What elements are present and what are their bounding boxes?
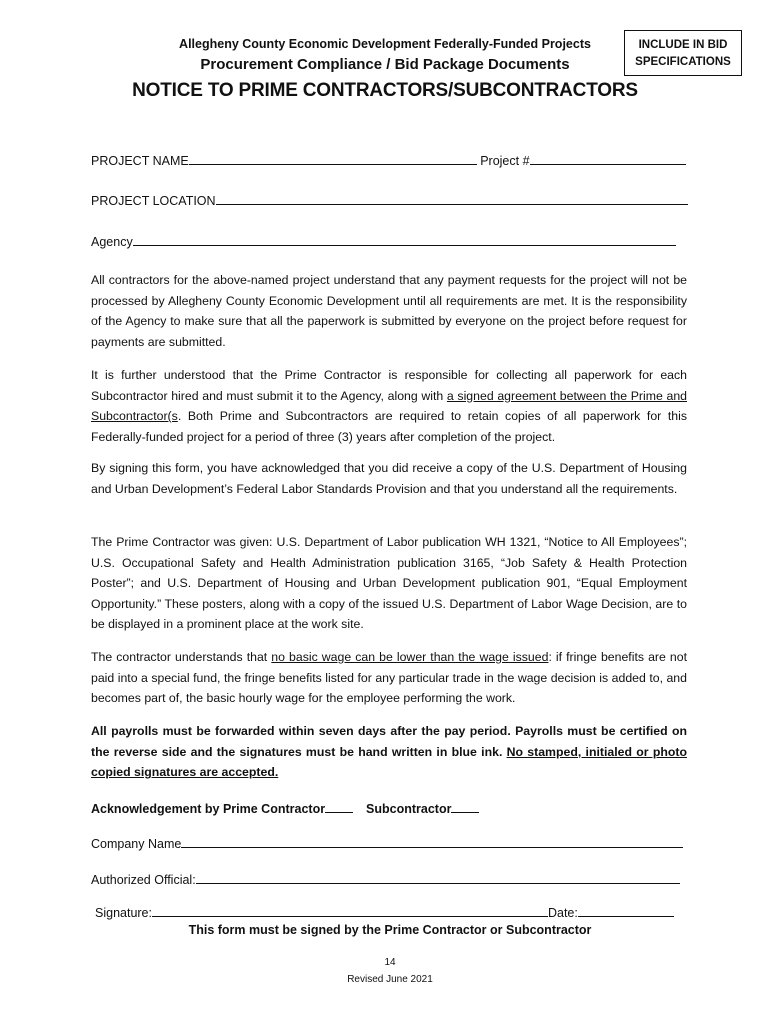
- p2-text-a: It is further understood that the Prime Contractor is responsible for collecting all paperwork for each Subcontractor hired and must submit it to the Agency, along with: [91, 368, 687, 403]
- paragraph-posters: The Prime Contractor was given: U.S. Department of Labor publication WH 1321, “Notice to All Employees”; U.S. Occupational Safety and Health Administration publication 3165, “Job Safety & Health Protection Poster”; and U.S. Department of Housing and Urban Development publication 901, “Equal Employment Opportunity.” These posters, along with a copy of the issued U.S. Department of Labor Wage Decision, are to be displayed in a prominent place at the work site.: [91, 535, 687, 631]
- paragraph-acknowledgement: By signing this form, you have acknowledged that you did receive a copy of the U.S. Department of Housing and Urban Development’s Federal Labor Standards Provision and that you understand all the requirements.: [91, 461, 687, 496]
- project-name-field[interactable]: [189, 152, 477, 165]
- paragraph-payrolls: [91, 721, 687, 783]
- p5-text-a: The contractor understands that: [91, 650, 272, 664]
- ack-sub-checkbox[interactable]: [451, 800, 479, 813]
- acknowledgement-row: [91, 800, 479, 816]
- p2-text-b: . Both Prime and Subcontractors are required to retain copies of all paperwork for this Federally-funded project for a period of three (3) years after completion of the project.: [91, 409, 687, 444]
- project-name-row: [91, 152, 686, 168]
- signing-requirement-note: This form must be signed by the Prime Contractor or Subcontractor: [188, 923, 592, 937]
- project-location-label: PROJECT LOCATION: [91, 194, 216, 208]
- project-number-label: Project #: [480, 154, 530, 168]
- project-name-label: PROJECT NAME: [91, 154, 189, 168]
- company-name-field[interactable]: [181, 835, 683, 848]
- header-agency-line: Allegheny County Economic Development Federally-Funded Projects: [179, 37, 591, 51]
- p6-underlined: No stamped, initialed or photo copied signatures are accepted.: [91, 744, 687, 779]
- p2-underlined: a signed agreement between the Prime and Subcontractor(s: [91, 388, 687, 423]
- p6-text-a: All payrolls must be forwarded within seven days after the pay period. Payrolls must be certified on the reverse side and the signatures must be hand written in blue ink.: [91, 724, 687, 759]
- authorized-official-row: [91, 871, 680, 887]
- date-field[interactable]: [578, 904, 674, 917]
- authorized-official-label: Authorized Official:: [91, 873, 196, 887]
- signature-field[interactable]: [152, 904, 548, 917]
- project-number-field[interactable]: [530, 152, 686, 165]
- agency-label: Agency: [91, 235, 133, 249]
- paragraph-payment-requests: All contractors for the above-named project understand that any payment requests for the project will not be processed by Allegheny County Economic Development until all requirements are met. It is the responsibility of the Agency to make sure that all the paperwork is submitted by everyone on the project before request for payments are submitted.: [91, 273, 687, 349]
- agency-field[interactable]: [133, 233, 676, 246]
- revision-date: Revised June 2021: [347, 974, 433, 985]
- company-name-label: Company Name: [91, 837, 182, 851]
- signature-row: [95, 904, 674, 920]
- p5-underlined: no basic wage can be lower than the wage issued: [271, 650, 549, 664]
- page-number: 14: [384, 957, 396, 968]
- date-label: Date:: [547, 906, 578, 920]
- include-in-bid-box: [624, 30, 742, 76]
- paragraph-wages: [91, 647, 687, 709]
- authorized-official-field[interactable]: [196, 871, 680, 884]
- signature-label: Signature:: [95, 906, 152, 920]
- box-line-1: INCLUDE IN BID: [638, 39, 728, 51]
- header-subtitle: Procurement Compliance / Bid Package Documents: [200, 56, 570, 73]
- project-location-field[interactable]: [216, 192, 688, 205]
- box-line-2: SPECIFICATIONS: [635, 56, 731, 68]
- ack-prime-label: Acknowledgement by Prime Contractor: [91, 802, 326, 816]
- agency-row: [91, 233, 676, 249]
- page-title: NOTICE TO PRIME CONTRACTORS/SUBCONTRACTORS: [132, 80, 638, 101]
- project-location-row: [91, 192, 688, 208]
- ack-sub-label: Subcontractor: [366, 802, 452, 816]
- company-name-row: [91, 835, 683, 851]
- paragraph-prime-responsibility: [91, 365, 687, 447]
- p5-text-b: : if fringe benefits are not paid into a special fund, the fringe benefits listed for any particular trade in the wage decision is added to, and becomes part of, the basic hourly wage for the employee performing the work.: [91, 650, 687, 705]
- ack-prime-checkbox[interactable]: [325, 800, 353, 813]
